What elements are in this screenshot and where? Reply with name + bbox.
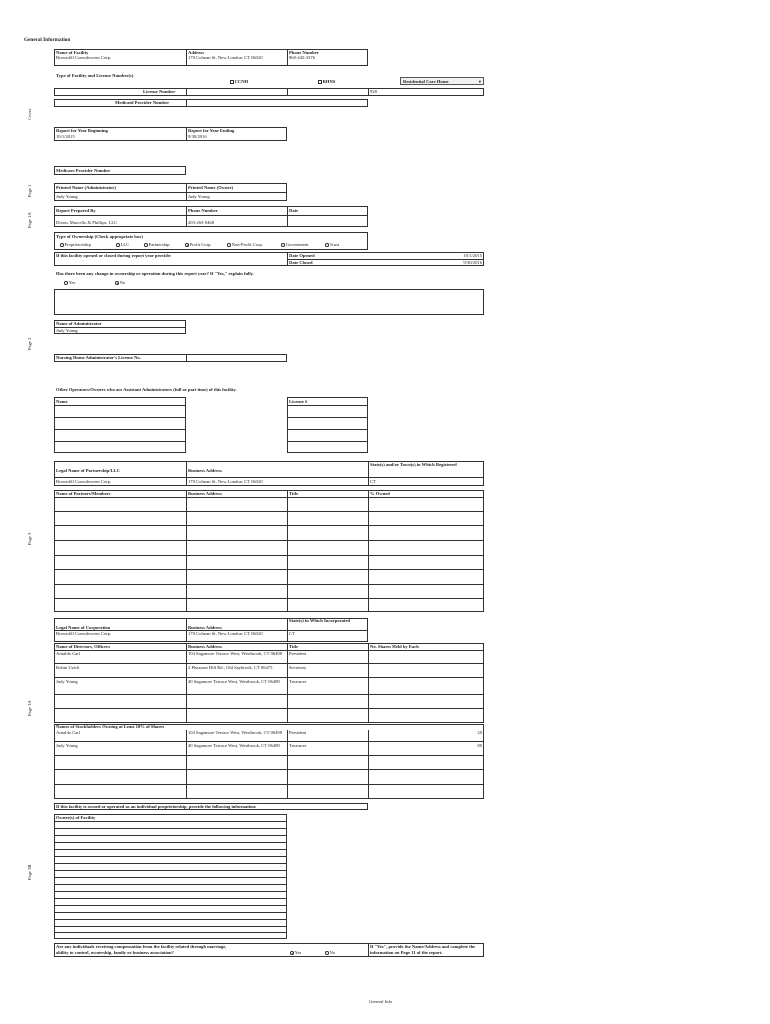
ownership-proprietorship-radio[interactable] xyxy=(60,242,91,247)
partners-header-owned: % Owned xyxy=(370,491,390,496)
ownership-llc-radio[interactable] xyxy=(116,242,129,247)
other-operators-license-header: License # xyxy=(289,399,308,404)
license-row xyxy=(54,88,484,96)
medicaid-label: Medicaid Provider Number xyxy=(115,100,170,105)
chevron-down-icon: ▾ xyxy=(478,79,481,84)
medicaid-row xyxy=(54,99,368,107)
stockholder-name: Judy Young xyxy=(56,743,78,748)
facility-name: Brownfill Convalescent Corp. xyxy=(56,55,112,60)
officer-address: 104 Sagamore Terrace West, Westbrook, CT 06498 xyxy=(188,651,283,656)
report-begin-value: 10/1/2015 xyxy=(56,134,75,139)
stockholder-shares: 80 xyxy=(477,743,482,748)
partnership-legal-name: Brownfill Convalescent Corp. xyxy=(56,479,112,484)
printed-owner-label: Printed Name (Owner) xyxy=(188,185,234,190)
administrator-name: Judy Young xyxy=(56,328,78,333)
partnership-address-label: Business Address xyxy=(188,468,222,473)
partnership-legal-name-label: Legal Name of Partnership/LLC xyxy=(56,468,120,473)
prepared-phone-label: Phone Number xyxy=(188,208,218,213)
partnership-states-label: State(s) and/or Town(s) in Which Registered xyxy=(370,462,457,467)
printed-admin-label: Printed Name (Administrator) xyxy=(56,185,116,190)
facility-phone-label: Phone Number xyxy=(289,50,319,55)
admin-license-label: Nursing Home Administrator's License No. xyxy=(56,355,141,360)
stockholder-title: President xyxy=(289,730,307,735)
corporation-states-label: State(s) in Which Incorporated xyxy=(289,618,351,623)
side-label-page3: Page 3 xyxy=(27,532,32,545)
corporation-address: 179 Colman St, New London, CT 06320 xyxy=(188,631,263,636)
stockholder-name: Arnaldo Carl xyxy=(56,730,81,735)
compensation-no-label: No xyxy=(329,950,336,955)
corporation-states: CT xyxy=(289,631,295,636)
compensation-note-line1: If "Yes", provide the Name/Address and complete the xyxy=(370,944,476,949)
side-label-page3b: Page 3B xyxy=(27,864,32,880)
compensation-note-line2: information on Page 11 of the report. xyxy=(370,950,443,955)
officers-header-name: Name of Directors, Officers xyxy=(56,644,110,649)
other-operators-name-header: Name xyxy=(56,399,68,404)
ownership-option-label: LLC xyxy=(120,242,130,247)
report-begin-label: Report for Year Beginning xyxy=(56,128,108,133)
ownership-trust-radio[interactable] xyxy=(325,242,339,247)
corporation-legal-name-label: Legal Name of Corporation xyxy=(56,625,111,630)
partnership-address: 179 Colman St, New London, CT 06320 xyxy=(188,479,263,484)
officer-name: Robin Uzich xyxy=(56,665,80,670)
facility-phone: 860-443-3376 xyxy=(289,55,316,60)
ownership-option-label: Profit Corp. xyxy=(189,242,212,247)
side-label-page1: Page 1 xyxy=(27,184,32,197)
rhns-label: RHNS xyxy=(322,79,336,84)
proprietorship-question: If this facility is owned or operated as an individual proprietorship, provide the following information: xyxy=(56,804,257,809)
compensation-question-line1: Are any individuals receiving compensation from the facility related through marriage, xyxy=(56,944,227,949)
compensation-question-line2: ability to control, ownership, family or business association? xyxy=(56,950,174,955)
compensation-yes-radio[interactable] xyxy=(290,950,301,955)
officer-name: Arnaldo Carl xyxy=(56,651,81,656)
ownership-option-label: Trust xyxy=(329,242,340,247)
stockholder-shares: 20 xyxy=(477,730,482,735)
corporation-legal-name: Brownfill Convalescent Corp. xyxy=(56,631,112,636)
officers-header-shares: No. Shares Held by Each xyxy=(370,644,419,649)
opened-closed-question: If this facility opened or closed during report year provide: xyxy=(56,253,172,258)
facility-name-label: Name of Facility xyxy=(56,50,89,55)
residential-care-select[interactable] xyxy=(400,77,484,85)
change-explanation-field[interactable] xyxy=(54,289,484,315)
change-no-label: No xyxy=(119,280,126,285)
officer-name: Judy Young xyxy=(56,679,78,684)
partners-header-name: Name of Partners/Members xyxy=(56,491,111,496)
ownership-profit-corp-radio[interactable] xyxy=(185,242,212,247)
stockholder-title: Treasurer xyxy=(289,743,307,748)
change-yes-label: Yes xyxy=(68,280,76,285)
partners-header-title: Title xyxy=(289,491,299,496)
ownership-option-label: Non-Profit Corp. xyxy=(231,242,263,247)
license-number-label: License Number xyxy=(143,89,176,94)
change-yes-radio[interactable] xyxy=(64,280,75,285)
prepared-date-label: Date xyxy=(289,208,299,213)
date-opened-value: 10/1/2015 xyxy=(463,253,482,258)
facility-address-label: Address xyxy=(188,50,204,55)
officer-address: 40 Sagamore Terrace West, Westbrook, CT 06498 xyxy=(188,679,280,684)
officer-title: Secretary xyxy=(289,665,307,670)
report-end-value: 9/30/2016 xyxy=(188,134,207,139)
printed-owner-value: Judy Young xyxy=(188,194,210,199)
officer-title: Treasurer xyxy=(289,679,307,684)
stockholders-label: Names of Stockholders Owning at Least 10% of Shares xyxy=(56,724,165,729)
ownership-label: Type of Ownership (Check appropriate box) xyxy=(56,234,143,239)
printed-admin-value: Judy Young xyxy=(56,194,78,199)
compensation-no-radio[interactable] xyxy=(325,950,335,955)
other-operators-title: Other Operators/Owners who are Assistant Administrators (full or part time) of this facility. xyxy=(56,387,237,392)
stockholder-address: 104 Sagamore Terrace West, Westbrook, CT 06498 xyxy=(188,730,283,735)
rhns-checkbox[interactable] xyxy=(318,79,335,84)
compensation-yes-label: Yes xyxy=(294,950,302,955)
ownership-government-radio[interactable] xyxy=(281,242,309,247)
stockholder-address: 40 Sagamore Terrace West, Westbrook, CT 06498 xyxy=(188,743,280,748)
prepared-by-value: Dixon, Marcello & Phillips, LLC xyxy=(56,220,118,225)
owners-label: Owner(s) of Facility xyxy=(56,815,96,820)
section-title: General Information xyxy=(24,37,71,43)
officer-address: 2 Pheasant Hill Rd., Old Saybrook, CT 06475 xyxy=(188,665,273,670)
change-no-radio[interactable] xyxy=(115,280,125,285)
page-footer: General Info xyxy=(369,999,393,1004)
side-label-page2: Page 2 xyxy=(27,337,32,350)
ccnh-label: CCNH xyxy=(234,79,249,84)
license-number-value: 928 xyxy=(370,89,377,94)
officers-header-address: Business Address xyxy=(188,644,222,649)
side-label-page1a: Page 1A xyxy=(27,212,32,228)
ownership-option-label: Government xyxy=(285,242,309,247)
date-closed-label: Date Closed xyxy=(289,260,313,265)
officer-title: President xyxy=(289,651,307,656)
date-opened-label: Date Opened xyxy=(289,253,315,258)
stockholders-table xyxy=(54,724,484,799)
ownership-option-label: Proprietorship xyxy=(64,242,91,247)
medicare-label: Medicare Provider Number xyxy=(56,168,111,173)
facility-address: 179 Colman St, New London, CT 06320 xyxy=(188,55,263,60)
date-closed-value: 9/30/2016 xyxy=(463,260,482,265)
report-end-label: Report for Year Ending xyxy=(188,128,235,133)
administrator-label: Name of Administrator xyxy=(56,321,102,326)
side-label-page3a: Page 3A xyxy=(27,700,32,716)
residential-care-value: Residential Care Home xyxy=(403,79,449,84)
change-question: Has there been any change in ownership or operation during this report year? If "Yes," explain fully. xyxy=(56,271,254,276)
ownership-nonprofit-radio[interactable] xyxy=(227,242,263,247)
ownership-partnership-radio[interactable] xyxy=(144,242,170,247)
prepared-by-label: Report Prepared By xyxy=(56,208,96,213)
prepared-phone-value: 203-265-0468 xyxy=(188,220,215,225)
partnership-states: CT xyxy=(370,479,376,484)
side-label-cover: Cover xyxy=(27,108,32,120)
corporation-address-label: Business Address xyxy=(188,625,222,630)
facility-type-label: Type of Facility and License Number(s) xyxy=(56,73,134,78)
officers-header-title: Title xyxy=(289,644,299,649)
ccnh-checkbox[interactable] xyxy=(230,79,248,84)
ownership-option-label: Partnership xyxy=(148,242,170,247)
partners-table xyxy=(54,490,484,612)
partners-header-address: Business Address xyxy=(188,491,222,496)
